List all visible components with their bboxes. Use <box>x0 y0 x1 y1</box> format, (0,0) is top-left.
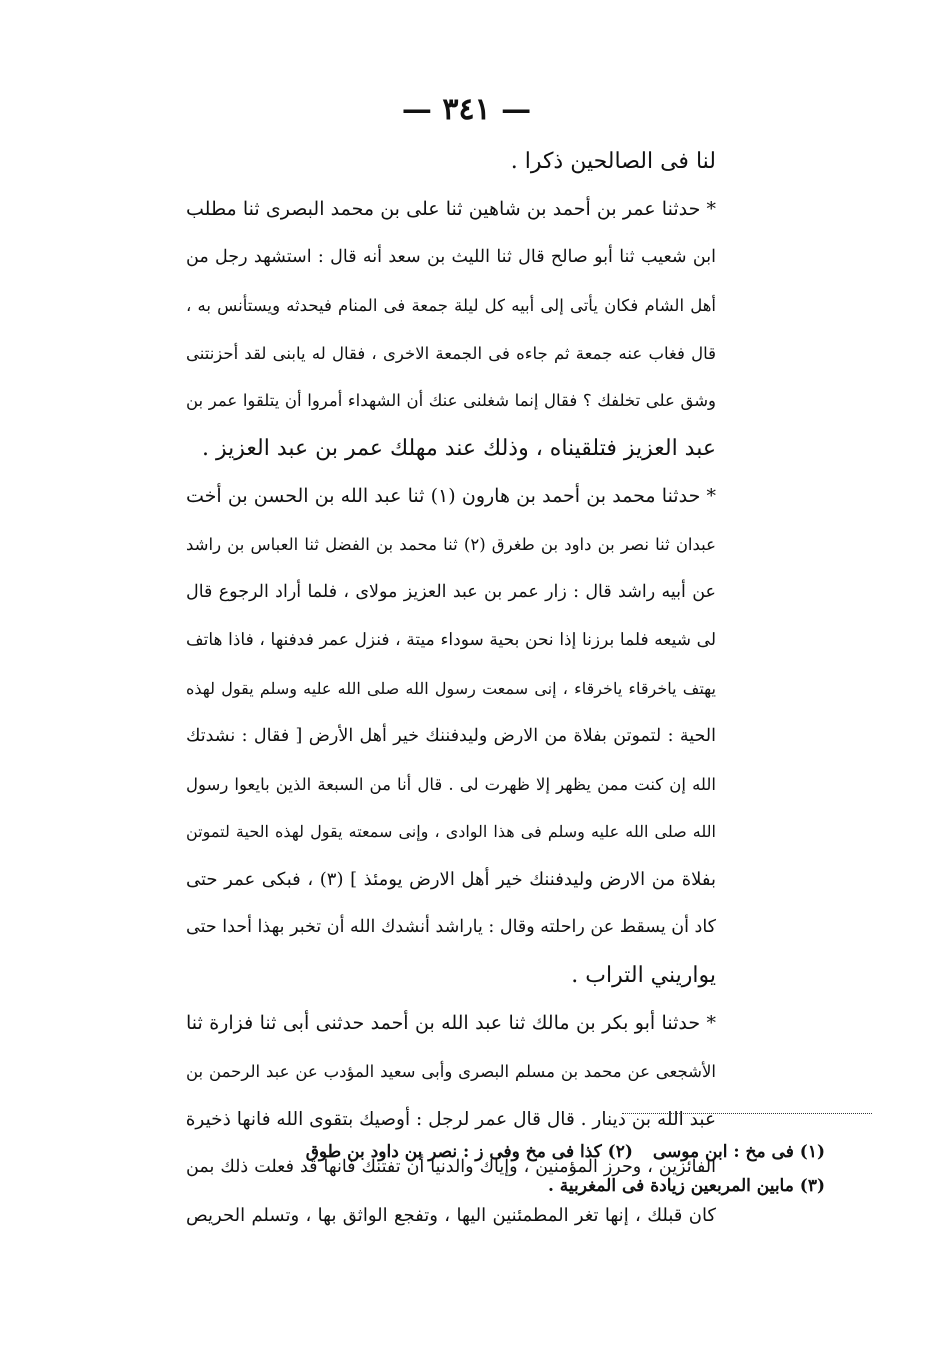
text-line: الأشجعى عن محمد بن مسلم البصرى وأبى سعيد المؤدب عن عبد الرحمن بن <box>186 1061 716 1081</box>
text-line: * حدثنا عمر بن أحمد بن شاهين ثنا على بن محمد البصرى ثنا مطلب <box>186 197 716 220</box>
text-line: كان قبلك ، إنها تغر المطمئنين اليها ، وتفجع الواثق بها ، وتسلم الحريص <box>186 1204 716 1226</box>
text-line: وشق على تخلفك ؟ فقال إنما شغلنى عنك أن الشهداء أمروا أن يتلقوا عمر بن <box>186 391 716 411</box>
text-line: لى شيعه فلما برزنا إذا نحن بحية سوداء ميتة ، فنزل عمر فدفنها ، فاذا هاتف <box>186 629 716 650</box>
text-line: بفلاة من الارض وليدفننك خير أهل الارض يومئذ ] (٣) ، فبكى عمر حتى <box>186 869 716 891</box>
text-line: عبدان ثنا نصر بن داود بن طغرق (٢) ثنا محمد بن الفضل ثنا العباس بن راشد <box>186 535 716 555</box>
footnote-divider <box>622 1113 872 1114</box>
text-line: الله إن كنت ممن يظهر إلا ظهرت لى . قال أنا من السبعة الذين بايعوا رسول <box>186 774 716 794</box>
text-line: ابن شعيب ثنا أبو صالح قال ثنا الليث بن سعد أنه قال : استشهد رجل من <box>186 246 716 267</box>
text-line: أهل الشام فكان يأتى إلى أبيه كل ليلة جمعة فى المنام فيحدثه ويستأنس به ، <box>186 295 716 315</box>
text-line: الفائزين ، وحرز المؤمنين ، وإياك والدنيا أن تفتنك فانها قد فعلت ذلك بمن <box>186 1156 716 1177</box>
text-line: عن أبيه راشد قال : زار عمر بن عبد العزيز مولاى ، فلما أراد الرجوع قال <box>186 582 716 603</box>
text-line: * حدثنا محمد بن أحمد بن هارون (١) ثنا عبد الله بن الحسن بن أخت <box>186 485 716 508</box>
text-line: يهتف ياخرقاء ياخرقاء ، إنى سمعت رسول الله صلى الله عليه وسلم يقول لهذه <box>186 678 716 698</box>
text-line: عبد الله بن دينار . قال قال عمر لرجل : أوصيك بتقوى الله فانها ذخيرة <box>186 1108 716 1130</box>
footnote-3: (٣) مابين المربعين زيادة فى المغربية . <box>547 1176 825 1196</box>
footnotes <box>295 1135 825 1203</box>
text-line: لنا فى الصالحين ذكرا . <box>510 149 716 174</box>
text-line: كاد أن يسقط عن راحلته وقال : ياراشد أنشدك الله أن تخبر بهذا أحدا حتى <box>186 917 716 938</box>
text-line: يواريني التراب . <box>571 963 716 989</box>
body-text <box>186 138 716 1239</box>
text-line: قال فغاب عنه جمعة ثم جاءه فى الجمعة الاخرى ، فقال له يابنى لقد أحزنتنى <box>186 343 716 363</box>
footnote-line <box>295 1135 825 1169</box>
text-line: الله صلى الله عليه وسلم فى هذا الوادى ، وإنى سمعته يقول لهذه الحية لتموتن <box>186 822 716 842</box>
text-line: الحية : لتموتن بفلاة من الارض وليدفننك خير أهل الأرض [ فقال : نشدتك <box>186 725 716 746</box>
page-number: — ٣٤١ — <box>401 92 532 127</box>
text-line: * حدثنا أبو بكر بن مالك ثنا عبد الله بن أحمد حدثنى أبى ثنا فزارة ثنا <box>186 1012 716 1035</box>
footnote-1: (١) فى مخ : ابن موسى <box>652 1142 825 1162</box>
footnote-2: (٢) كذا فى مخ وفى ز : نصر بن داود بن طوق <box>305 1142 633 1162</box>
text-line: عبد العزيز فتلقيناه ، وذلك عند مهلك عمر بن عبد العزيز . <box>202 436 716 462</box>
